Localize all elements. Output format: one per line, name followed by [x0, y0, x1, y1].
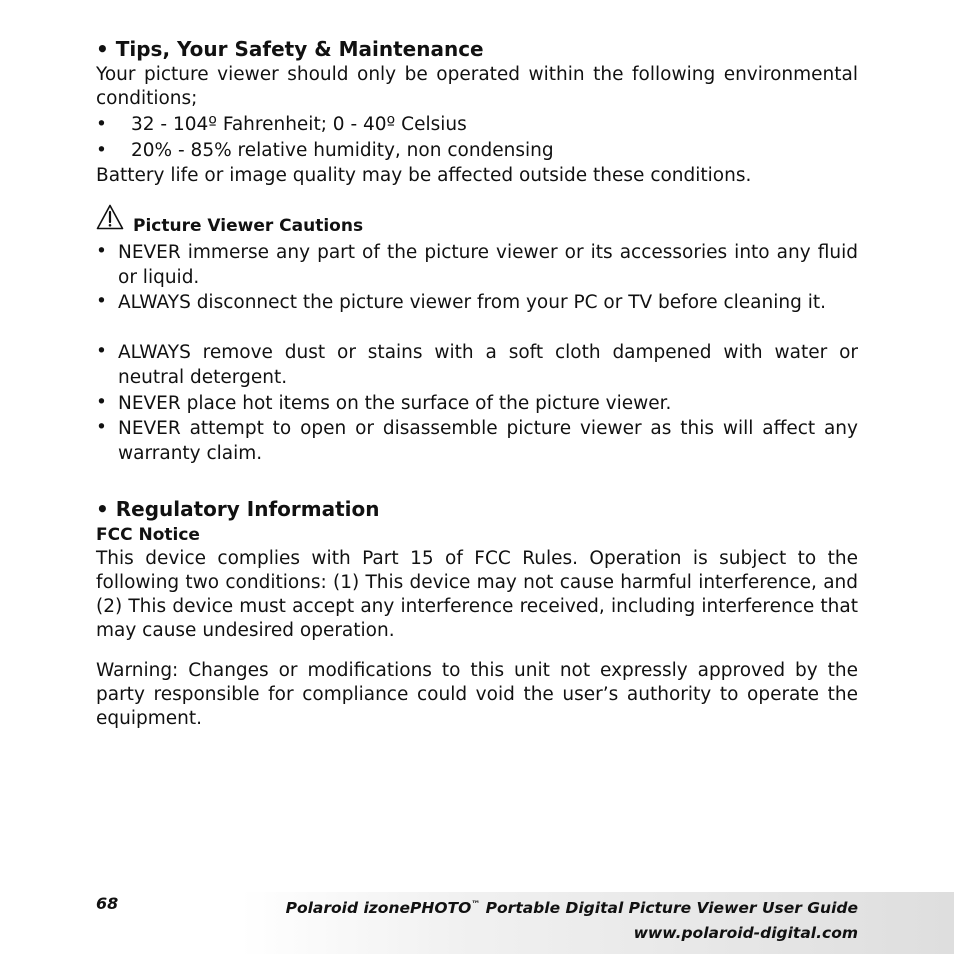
- warning-triangle-icon: [96, 204, 124, 230]
- condition-humidity: 20% - 85% relative humidity, non condensing: [131, 140, 554, 161]
- bullet-symbol: •: [96, 114, 107, 135]
- section-title-regulatory: • Regulatory Information: [96, 497, 380, 521]
- bullet-symbol: •: [96, 291, 107, 312]
- safety-outro: Battery life or image quality may be affected outside these conditions.: [96, 165, 752, 186]
- bullet-symbol: •: [96, 392, 107, 413]
- condition-temperature: 32 - 104º Fahrenheit; 0 - 40º Celsius: [131, 114, 467, 135]
- bullet-symbol: •: [96, 417, 107, 438]
- warning-paragraph: Warning: Changes or modifications to this unit not expressly approved by the party responsible for compliance could void the user’s authority to operate the equipment.: [96, 660, 858, 729]
- caution-item-disassemble: NEVER attempt to open or disassemble picture viewer as this will affect any warranty claim.: [118, 418, 858, 464]
- bullet-symbol: •: [96, 241, 107, 262]
- footer-url: www.polaroid-digital.com: [633, 924, 858, 942]
- cautions-title: Picture Viewer Cautions: [133, 216, 364, 236]
- safety-intro: Your picture viewer should only be operated within the following environmental conditions;: [96, 64, 858, 109]
- bullet-symbol: •: [96, 140, 107, 161]
- caution-item-immerse: NEVER immerse any part of the picture viewer or its accessories into any fluid or liquid.: [118, 242, 858, 288]
- footer-title-rest: Portable Digital Picture Viewer User Guide: [480, 899, 858, 917]
- footer-title-brand: Polaroid izonePHOTO: [285, 899, 472, 917]
- caution-item-hot-items: NEVER place hot items on the surface of the picture viewer.: [118, 393, 672, 414]
- page-number: 68: [96, 894, 119, 913]
- footer-title: [286, 899, 858, 917]
- fcc-paragraph: This device complies with Part 15 of FCC Rules. Operation is subject to the following two conditions: (1) This device may not cause harmful interference, and (2) This device must accept any interference received, including interference that may cause undesired operation.: [96, 548, 858, 641]
- bullet-symbol: •: [96, 341, 107, 362]
- caution-item-disconnect: ALWAYS disconnect the picture viewer from your PC or TV before cleaning it.: [118, 292, 826, 313]
- caution-item-clean: ALWAYS remove dust or stains with a soft cloth dampened with water or neutral detergent.: [118, 342, 858, 388]
- section-title-safety: • Tips, Your Safety & Maintenance: [96, 37, 484, 61]
- fcc-notice-title: FCC Notice: [96, 525, 200, 545]
- trademark-symbol: ™: [471, 899, 481, 910]
